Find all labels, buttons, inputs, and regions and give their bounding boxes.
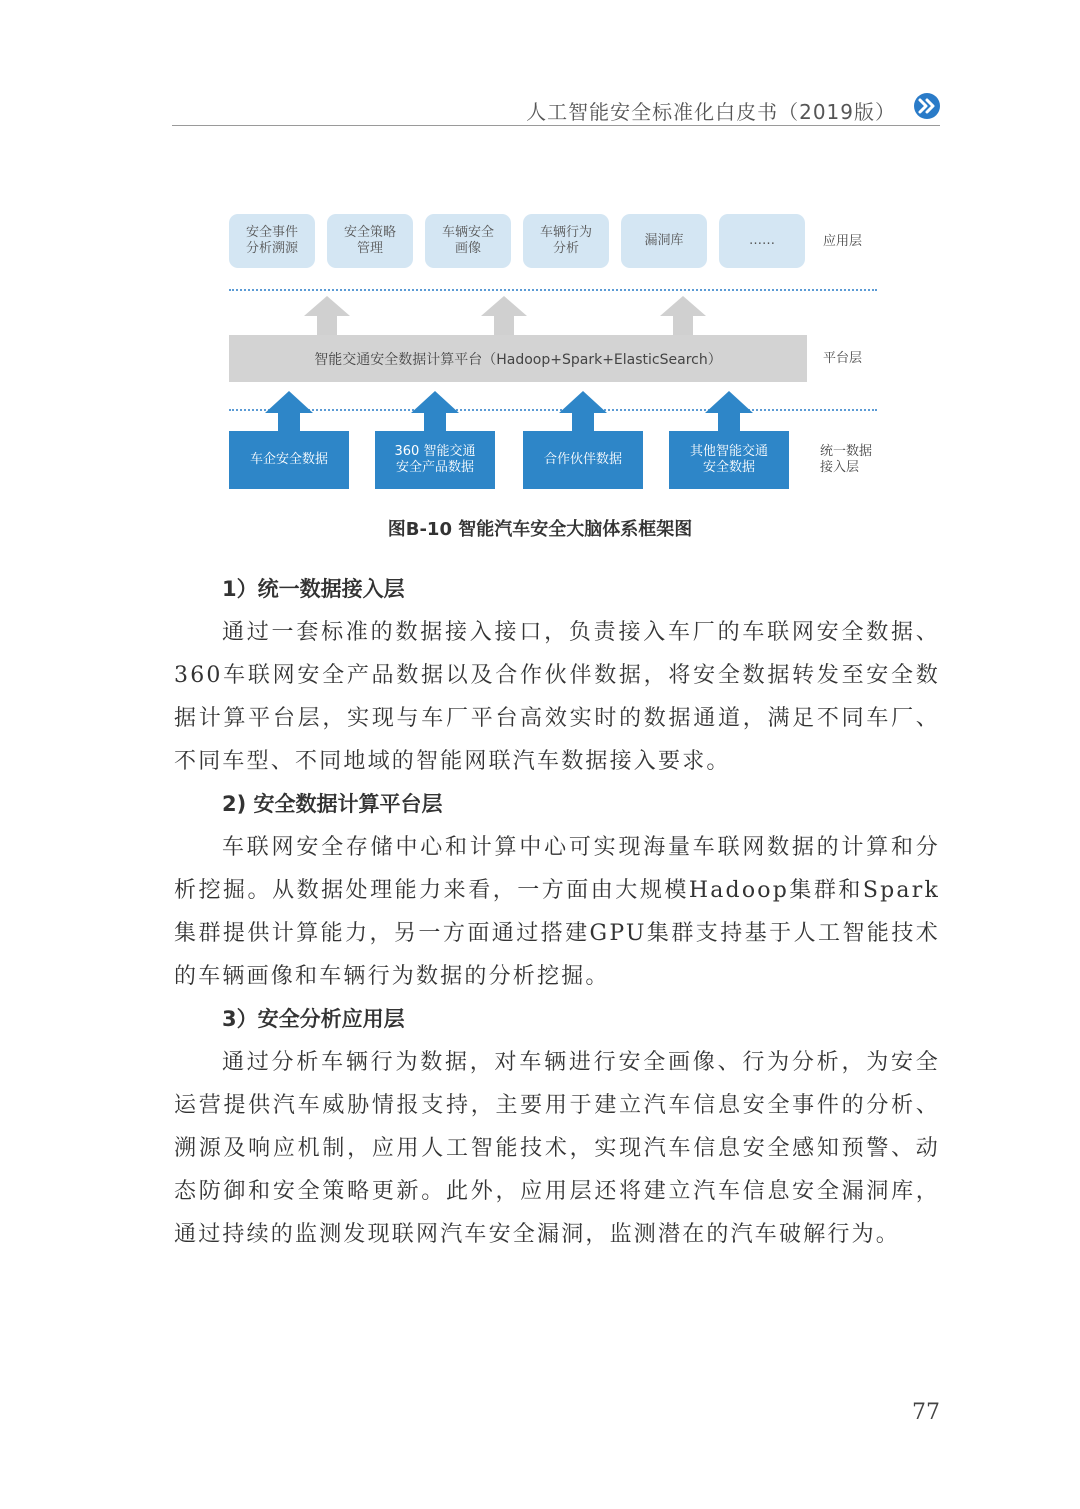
architecture-diagram (0, 0, 1080, 560)
blue-up-arrow-2 (411, 391, 459, 433)
data-box-other-its: 其他智能交通 安全数据 (669, 431, 789, 489)
section-heading-1: 1）统一数据接入层 (222, 577, 405, 601)
app-box-vehicle-behavior: 车辆行为 分析 (523, 214, 609, 268)
application-layer-label: 应用层 (823, 234, 863, 249)
gray-up-arrow-3 (660, 296, 706, 336)
blue-up-arrow-1 (265, 391, 313, 433)
header-title: 人工智能安全标准化白皮书（2019版） (526, 100, 896, 124)
app-box-event-analysis: 安全事件 分析溯源 (229, 214, 315, 268)
blue-up-arrow-4 (705, 391, 753, 433)
figure-caption: 图B-10 智能汽车安全大脑体系框架图 (387, 519, 693, 540)
data-box-360-products: 360 智能交通 安全产品数据 (375, 431, 495, 489)
app-box-more: …… (719, 214, 805, 268)
section-paragraph-1: 通过一套标准的数据接入接口，负责接入车厂的车联网安全数据、360车联网安全产品数据以及合作伙伴数据，将安全数据转发至安全数据计算平台层，实现与车厂平台高效实时的数据通道，满足不同车厂、不同车型、不同地域的智能网联汽车数据接入要求。 (174, 620, 940, 774)
gray-up-arrow-2 (481, 296, 527, 336)
section-paragraph-3: 通过分析车辆行为数据，对车辆进行安全画像、行为分析，为安全运营提供汽车威胁情报支持，主要用于建立汽车信息安全事件的分析、溯源及响应机制，应用人工智能技术，实现汽车信息安全感知预警、动态防御和安全策略更新。此外，应用层还将建立汽车信息安全漏洞库，通过持续的监测发现联网汽车安全漏洞，监测潜在的汽车破解行为。 (174, 1050, 940, 1247)
section-heading-2: 2) 安全数据计算平台层 (222, 792, 443, 816)
body-content (174, 568, 940, 1256)
section-heading-3: 3）安全分析应用层 (222, 1007, 405, 1031)
dashed-divider-bottom (229, 409, 877, 411)
blue-up-arrow-3 (559, 391, 607, 433)
platform-layer-label: 平台层 (823, 351, 863, 366)
app-box-vehicle-profile: 车辆安全 画像 (425, 214, 511, 268)
data-box-partners: 合作伙伴数据 (523, 431, 643, 489)
gray-up-arrow-1 (304, 296, 350, 336)
data-layer-label: 统一数据 接入层 (820, 444, 873, 475)
section-paragraph-2: 车联网安全存储中心和计算中心可实现海量车联网数据的计算和分析挖掘。从数据处理能力来看，一方面由大规模Hadoop集群和Spark集群提供计算能力，另一方面通过搭建GPU集群支持基于人工智能技术的车辆画像和车辆行为数据的分析挖掘。 (174, 835, 940, 989)
data-box-automaker: 车企安全数据 (229, 431, 349, 489)
page-number: 77 (912, 1400, 940, 1425)
platform-bar: 智能交通安全数据计算平台（Hadoop+Spark+ElasticSearch） (229, 335, 807, 382)
app-box-policy-management: 安全策略 管理 (327, 214, 413, 268)
app-box-vulnerability-db: 漏洞库 (621, 214, 707, 268)
dashed-divider-top (229, 289, 877, 291)
